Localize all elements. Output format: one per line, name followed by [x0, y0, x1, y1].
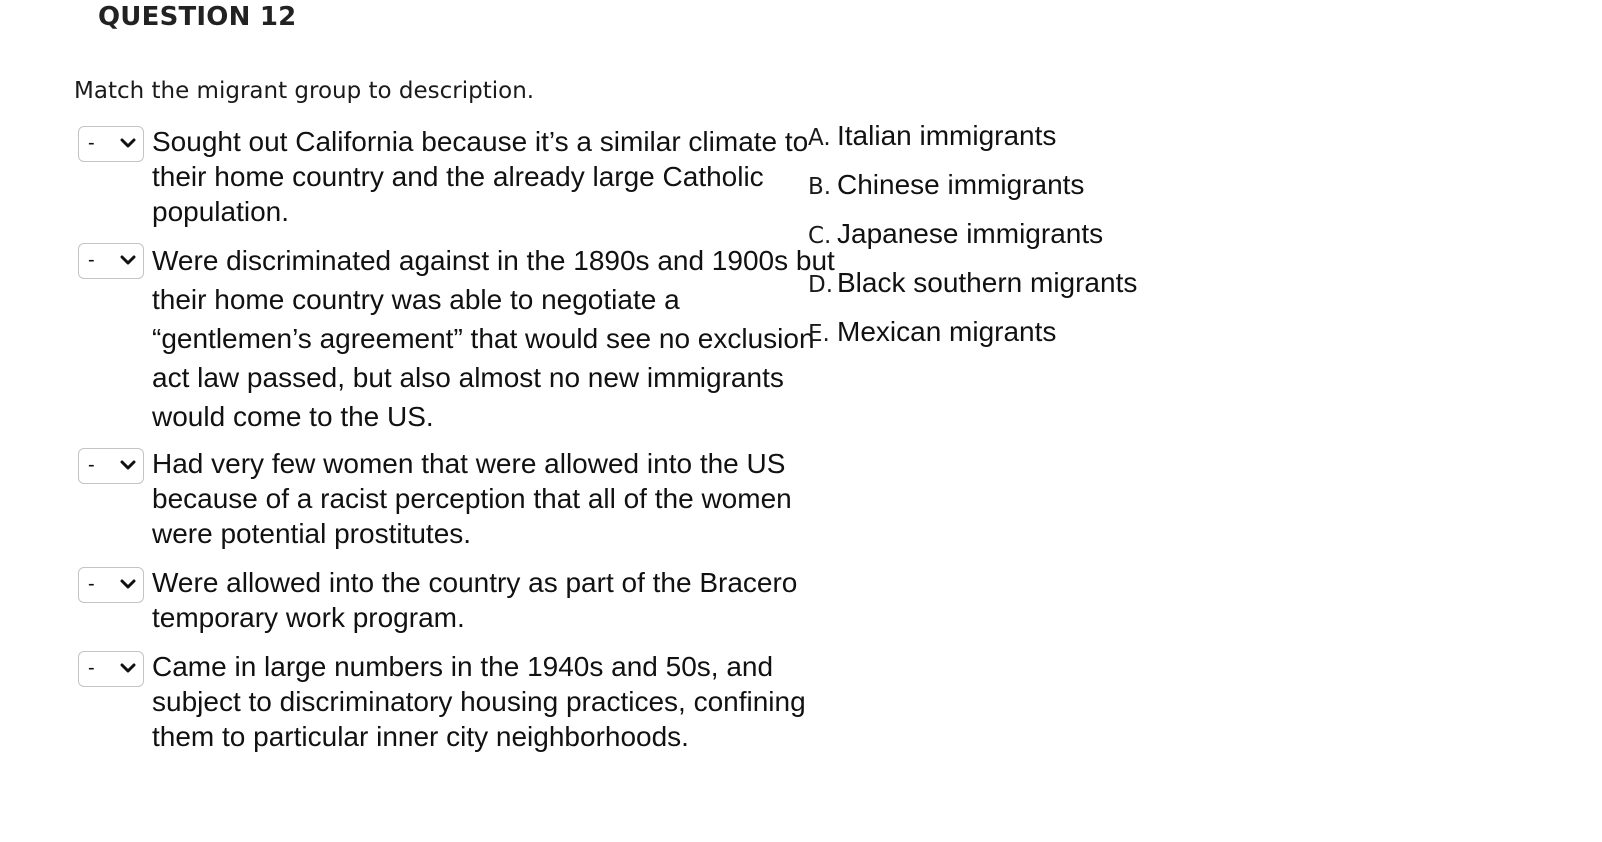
answer-text: Italian immigrants — [837, 120, 1057, 151]
answer-letter: E. — [808, 321, 830, 347]
select-value: - — [88, 573, 95, 595]
prompt-row — [78, 241, 838, 436]
prompt-text: Sought out California because it’s a similar climate to their home country and the already large Catholic population. — [152, 126, 809, 227]
answer-item — [808, 267, 1137, 316]
answer-select-3[interactable] — [78, 448, 144, 484]
chevron-down-icon — [119, 458, 137, 472]
select-value: - — [88, 657, 95, 679]
select-value: - — [88, 249, 95, 271]
answer-item — [808, 316, 1137, 365]
prompt-row — [78, 124, 838, 229]
prompt-text: Had very few women that were allowed into the US because of a racist perception that all of the women were potential prostitutes. — [152, 448, 792, 549]
answer-item — [808, 218, 1137, 267]
chevron-down-icon — [119, 136, 137, 150]
answer-text: Chinese immigrants — [837, 169, 1085, 200]
answer-letter: B. — [808, 174, 832, 200]
select-value: - — [88, 132, 95, 154]
answer-select-4[interactable] — [78, 567, 144, 603]
answer-select-1[interactable] — [78, 126, 144, 162]
prompt-text: Were discriminated against in the 1890s and 1900s but their home country was able to negotiate a “gentlemen’s agreement” that would see no exclusion act law passed, but also almost no new immigrants would come to the US. — [152, 245, 835, 432]
answer-select-2[interactable] — [78, 243, 144, 279]
question-title: QUESTION 12 — [98, 2, 297, 32]
prompt-row — [78, 649, 838, 754]
question-instructions: Match the migrant group to description. — [74, 78, 535, 104]
chevron-down-icon — [119, 253, 137, 267]
answer-text: Black southern migrants — [837, 267, 1138, 298]
answer-letter: D. — [808, 272, 834, 298]
prompt-row — [78, 565, 838, 635]
answer-select-5[interactable] — [78, 651, 144, 687]
answer-list — [808, 120, 1137, 365]
prompt-text: Came in large numbers in the 1940s and 50s, and subject to discriminatory housing practices, confining them to particular inner city neighborhoods. — [152, 651, 806, 752]
prompt-text: Were allowed into the country as part of the Bracero temporary work program. — [152, 567, 798, 633]
select-value: - — [88, 454, 95, 476]
answer-item — [808, 120, 1137, 169]
answer-text: Japanese immigrants — [837, 218, 1104, 249]
answer-item — [808, 169, 1137, 218]
prompt-list — [78, 124, 838, 764]
chevron-down-icon — [119, 661, 137, 675]
answer-text: Mexican migrants — [837, 316, 1057, 347]
answer-letter: A. — [808, 125, 831, 151]
chevron-down-icon — [119, 577, 137, 591]
prompt-row — [78, 446, 838, 551]
answer-letter: C. — [808, 223, 832, 249]
